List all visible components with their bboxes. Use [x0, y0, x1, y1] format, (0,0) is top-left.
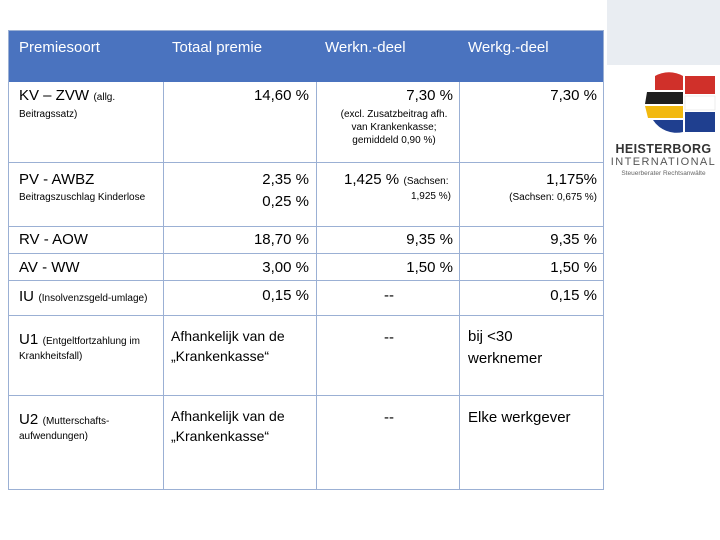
row-av-total: 3,00 % [262, 259, 309, 276]
row-av-werkn: 1,50 % [406, 259, 453, 276]
flag-stripe-red [655, 72, 683, 90]
flag-half-white [685, 96, 715, 110]
row-av-name: AV - WW [19, 259, 80, 276]
row-kv-sub: Beitragssatz) [19, 109, 78, 120]
row-pv-werkg-sachsen: (Sachsen: 0,675 %) [509, 192, 597, 203]
row-divider [9, 253, 603, 254]
row-u1-werkg-1: bij <30 [468, 328, 513, 345]
row-pv-sub: Beitragszuschlag Kinderlose [19, 192, 146, 203]
flag-half-red [685, 76, 715, 94]
row-iu-total: 0,15 % [262, 287, 309, 304]
row-rv-total: 18,70 % [253, 231, 309, 248]
row-kv-werkn-note: (excl. Zusatzbeitrag afh. van Krankenkasse; gemiddeld 0,90 %) [340, 109, 448, 146]
column-divider [163, 82, 164, 489]
row-u2-sub: aufwendungen) [19, 431, 88, 442]
logo-tagline: Steuerberater Rechtsanwälte [621, 170, 706, 177]
row-divider [9, 395, 603, 396]
flag-circle-icon [625, 70, 717, 136]
row-u1-sub: Krankheitsfall) [19, 351, 83, 362]
flag-stripe-black [645, 92, 683, 104]
row-pv-werkg: 1,175% [546, 171, 597, 188]
row-pv-name: PV - AWBZ [19, 171, 95, 188]
row-divider [9, 226, 603, 227]
row-kv-werkn: 7,30 % [406, 87, 453, 104]
row-kv-name: KV – ZVW (allg. [19, 87, 116, 104]
header-werkg-deel: Werkg.-deel [468, 39, 549, 56]
company-logo [607, 0, 720, 200]
row-u1-total-1: Afhankelijk van de [171, 328, 285, 344]
header-werkn-deel: Werkn.-deel [325, 39, 406, 56]
row-u2-total-2: „Krankenkasse“ [171, 428, 270, 444]
logo-brand-sub: INTERNATIONAL [610, 156, 717, 168]
row-u1-name: U1 (Entgeltfortzahlung im [19, 331, 140, 348]
row-u2-werkg: Elke werkgever [468, 409, 571, 426]
logo-brand-name: HEISTERBORG [615, 142, 712, 156]
row-kv-total: 14,60 % [253, 87, 309, 104]
row-pv-total-1: 2,35 % [262, 171, 309, 188]
row-pv-werkn-sachsen: 1,925 %) [410, 191, 451, 202]
row-u2-total-1: Afhankelijk van de [171, 408, 285, 424]
row-av-werkg: 1,50 % [550, 259, 597, 276]
row-iu-werkg: 0,15 % [550, 287, 597, 304]
flag-half-blue [685, 112, 715, 132]
row-u2-name: U2 (Mutterschafts- [19, 411, 110, 428]
flag-stripe-gold [645, 106, 683, 118]
row-pv-werkn: 1,425 % (Sachsen: [344, 171, 449, 188]
row-u1-total-2: „Krankenkasse“ [171, 348, 270, 364]
header-premiesoort: Premiesoort [19, 39, 100, 56]
row-u2-werkn: -- [384, 409, 394, 426]
flag-stripe-blue [653, 120, 683, 133]
row-divider [9, 315, 603, 316]
logo-shade [607, 0, 720, 65]
row-iu-werkn: -- [384, 287, 394, 304]
row-divider [9, 162, 603, 163]
logo-brand [607, 142, 720, 177]
row-rv-name: RV - AOW [19, 231, 88, 248]
premium-table [8, 30, 604, 490]
header-totaal-premie: Totaal premie [172, 39, 263, 56]
row-divider [9, 280, 603, 281]
table-header [9, 31, 603, 82]
row-pv-total-2: 0,25 % [262, 193, 309, 210]
row-iu-name: IU (Insolvenzsgeld-umlage) [19, 288, 148, 305]
row-u1-werkg-2: werknemer [468, 350, 543, 367]
column-divider [316, 82, 317, 489]
row-kv-werkg: 7,30 % [550, 87, 597, 104]
row-rv-werkg: 9,35 % [550, 231, 597, 248]
row-rv-werkn: 9,35 % [406, 231, 453, 248]
row-u1-werkn: -- [384, 329, 394, 346]
